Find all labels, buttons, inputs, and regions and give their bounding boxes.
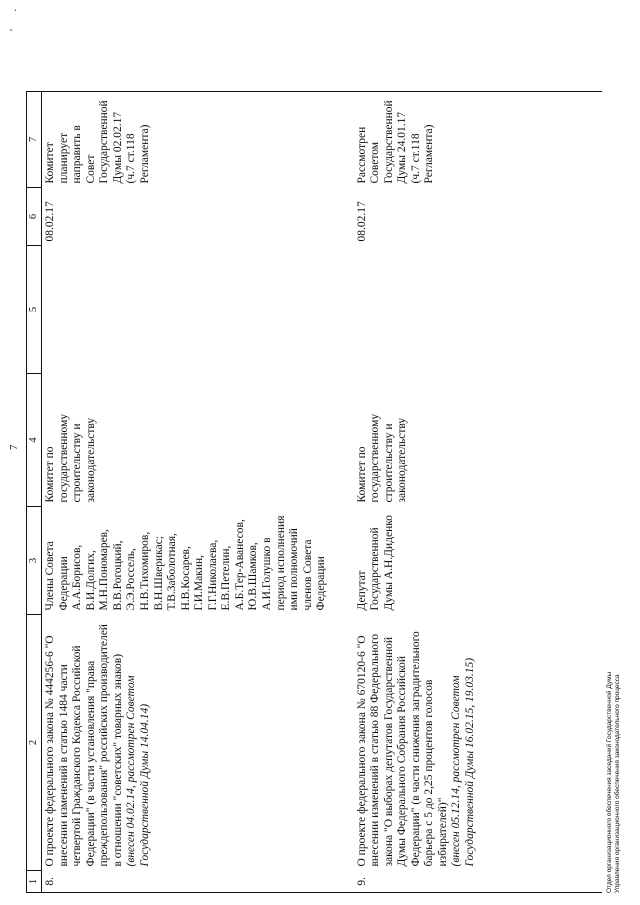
- column-number: 6: [27, 188, 42, 246]
- page-number: 7: [8, 444, 20, 450]
- bill-date: 08.02.17: [44, 201, 56, 242]
- bill-note: (внесен 05.12.14, рассмотрен Советом Государственной Думы 16.02.15, 19.03.15): [450, 657, 476, 867]
- column-number: 5: [27, 246, 42, 374]
- bills-table: [26, 91, 602, 893]
- column-number-row: [27, 92, 42, 893]
- responsible-committee: Комитет по государственному строительству и законодательству: [44, 413, 97, 503]
- column-number: 4: [27, 374, 42, 507]
- bill-date: 08.02.17: [355, 201, 368, 242]
- row-number: 8.: [42, 871, 354, 893]
- bill-description: [354, 615, 602, 871]
- column-number: 7: [27, 92, 42, 188]
- column-number: 1: [27, 871, 42, 893]
- footer-line: Управления организационного обеспечения законодательного процесса: [614, 674, 622, 893]
- responsible-committee: Комитет по государственному строительству и законодательству: [355, 413, 409, 503]
- bill-initiator: Депутат Государственной Думы А.Н.Диденко: [355, 514, 395, 611]
- table-row: [354, 92, 602, 893]
- column-number: 2: [27, 615, 42, 871]
- row-number: 9.: [354, 871, 602, 893]
- scan-speck: ': [8, 29, 20, 31]
- bill-initiator: Члены Совета Федерации А.А.Борисов, В.И.Долгих, М.Н.Пономарев, В.В.Рогоцкий, Э.Э.Россель, Н.В.Тихомиров, В.Н.Шверикас; Т.В.Заболотная, Н.В.Косарев, Г.И.Макин, Г.Г.Николаева, Е.В.Петелин, А.Б.Тер-Аванесов, Ю.В.Шамков, А.И.Голушко в период исполнения ими полномочий членов Совета Федерации: [44, 515, 328, 611]
- bill-title: О проекте федерального закона № 444256-6 "О внесении изменений в статью 1484 части четвертой Гражданского Кодекса Российской Федерации" (в части установления "права преждепользования" российских производителей в отношении "советских" товарных знаков): [44, 624, 124, 867]
- column-5-cell: [42, 246, 354, 374]
- column-number: 3: [27, 507, 42, 615]
- bill-description: [42, 615, 354, 871]
- bill-note: (внесен 04.02.14, рассмотрен Советом Государственной Думы 14.04.14): [125, 675, 151, 867]
- table-row: [42, 92, 354, 893]
- bill-status: Рассмотрен Советом Государственной Думы 24.01.17 (ч.7 ст.118 Регламента): [354, 92, 602, 188]
- column-5-cell: [354, 246, 602, 374]
- scan-speck: ·: [10, 8, 22, 12]
- bill-status: Комитет планирует направить в Совет Государственной Думы 02.02.17 (ч.7 ст.118 Регламента): [42, 92, 354, 188]
- bill-title: О проекте федерального закона № 670120-6 "О внесении изменений в статью 88 Федерального закона "О выборах депутатов Государственной Думы Федерального Собрания Российской Федерации" (в части снижения заградительного барьера с 5 до 2,25 процентов голосов избирателей)": [355, 631, 449, 867]
- footer: [606, 672, 622, 893]
- footer-line: Отдел организационного обеспечения заседаний Государственной Думы: [606, 671, 613, 893]
